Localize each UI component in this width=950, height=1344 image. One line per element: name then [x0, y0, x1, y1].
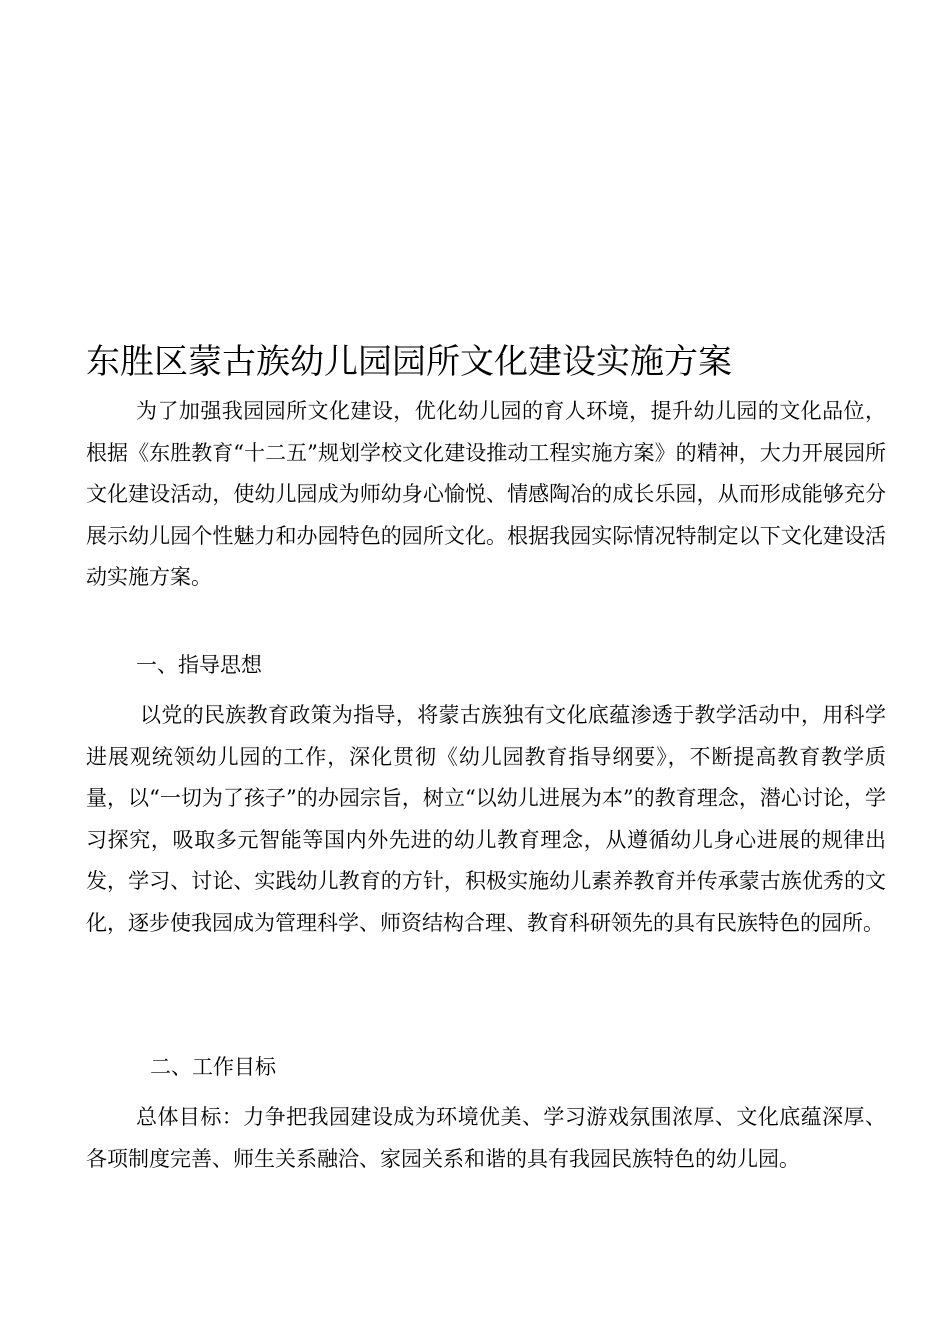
section-heading-guiding-ideology: 一、指导思想: [136, 653, 262, 677]
document-title: 东胜区蒙古族幼儿园园所文化建设实施方案: [86, 342, 732, 382]
work-goals-paragraph: 总体目标：力争把我园建设成为环境优美、学习游戏氛围浓厚、文化底蕴深厚、各项制度完善、师生关系融洽、家园关系和谐的具有我园民族特色的幼儿园。: [86, 1105, 886, 1171]
section-heading-work-goals: 二、工作目标: [150, 1055, 276, 1079]
intro-paragraph: 为了加强我园园所文化建设，优化幼儿园的育人环境，提升幼儿园的文化品位，根据《东胜教育“十二五”规划学校文化建设推动工程实施方案》的精神，大力开展园所文化建设活动，使幼儿园成为师幼身心愉悦、情感陶冶的成长乐园，从而形成能够充分展示幼儿园个性魅力和办园特色的园所文化。根据我园实际情况特制定以下文化建设活动实施方案。: [86, 399, 886, 590]
guiding-ideology-paragraph: 以党的民族教育政策为指导，将蒙古族独有文化底蕴渗透于教学活动中，用科学进展观统领幼儿园的工作，深化贯彻《幼儿园教育指导纲要》，不断提高教育教学质量，以“一切为了孩子”的办园宗旨，树立“以幼儿进展为本”的教育理念，潜心讨论，学习探究，吸取多元智能等国内外先进的幼儿教育理念，从遵循幼儿身心进展的规律出发，学习、讨论、实践幼儿教育的方针，积极实施幼儿素养教育并传承蒙古族优秀的文化，逐步使我园成为管理科学、师资结构合理、教育科研领先的具有民族特色的园所。: [86, 703, 886, 935]
